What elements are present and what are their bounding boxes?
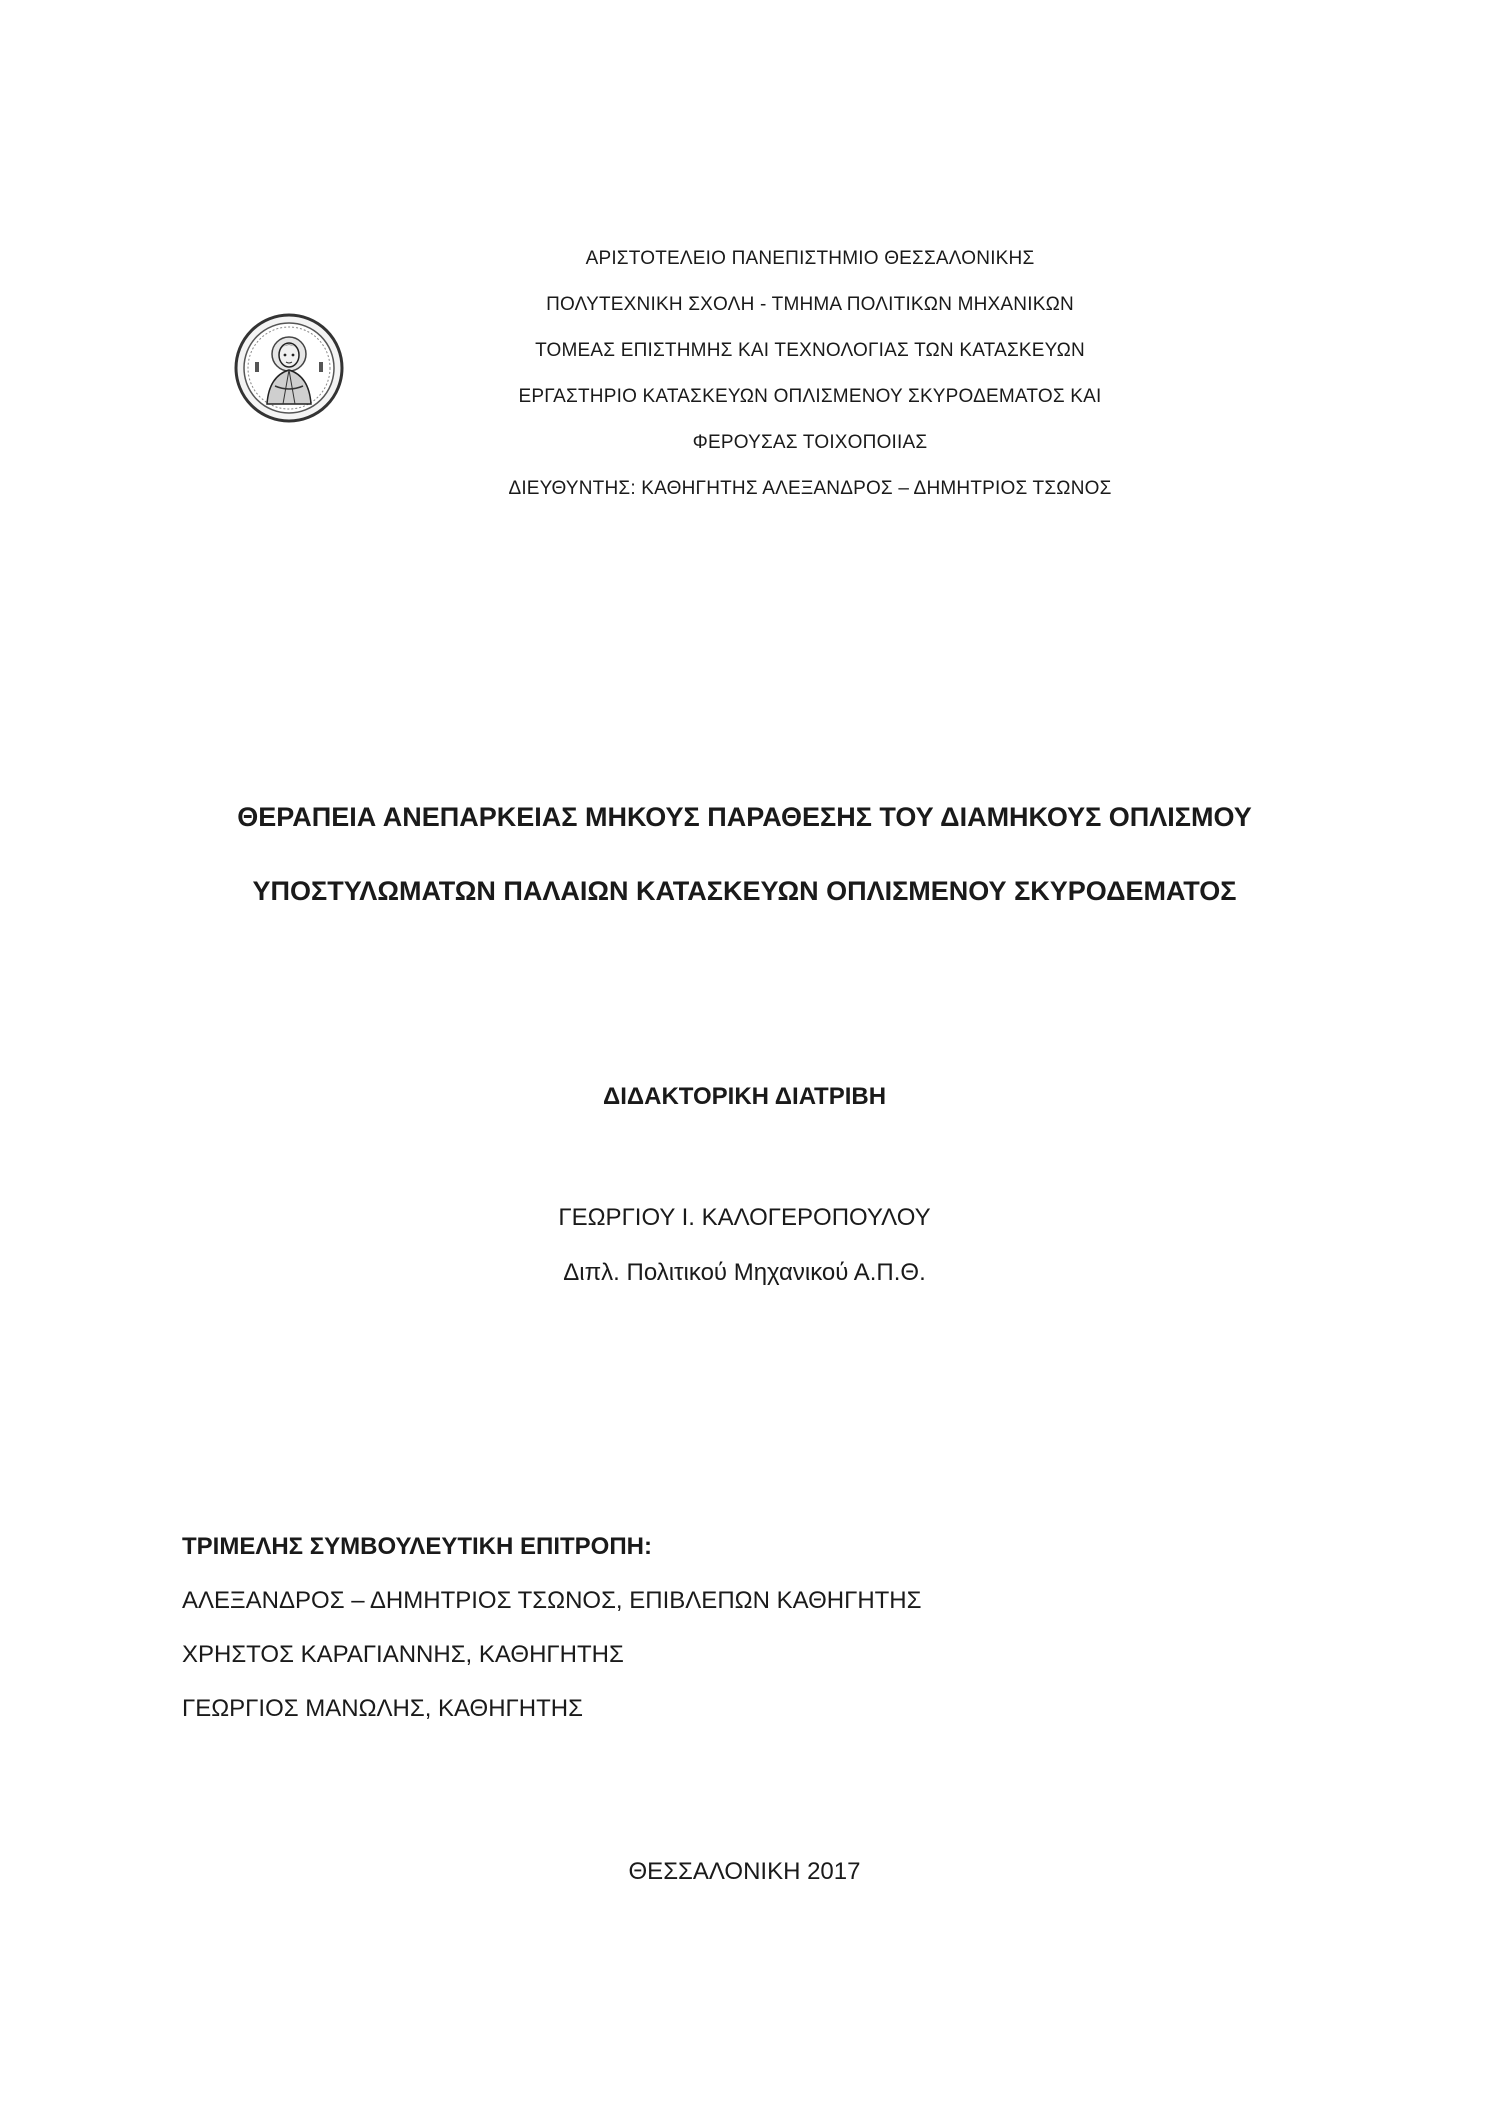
laboratory-name-continued: ΦΕΡΟΥΣΑΣ ΤΟΙΧΟΠΟΙΙΑΣ (692, 432, 928, 453)
thesis-title-line: ΘΕΡΑΠΕΙΑ ΑΝΕΠΑΡΚΕΙΑΣ ΜΗΚΟΥΣ ΠΑΡΑΘΕΣΗΣ ΤΟΥ ΔΙΑΜΗΚΟΥΣ ΟΠΛΙΣΜΟΥ (237, 802, 1252, 832)
author-name: ΓΕΩΡΓΙΟΥ Ι. ΚΑΛΟΓΕΡΟΠΟΥΛΟΥ (558, 1204, 931, 1231)
committee-member: ΑΛΕΞΑΝΔΡΟΣ – ΔΗΜΗΤΡΙΟΣ ΤΣΩΝΟΣ, ΕΠΙΒΛΕΠΩΝ ΚΑΘΗΓΗΤΗΣ (182, 1587, 922, 1614)
committee-member: ΓΕΩΡΓΙΟΣ ΜΑΝΩΛΗΣ, ΚΑΘΗΓΗΤΗΣ (182, 1695, 583, 1722)
author-degree: Διπλ. Πολιτικού Μηχανικού Α.Π.Θ. (563, 1259, 926, 1286)
institution-header (380, 236, 1240, 512)
university-name: ΑΡΙΣΤΟΤΕΛΕΙΟ ΠΑΝΕΠΙΣΤΗΜΙΟ ΘΕΣΣΑΛΟΝΙΚΗΣ (585, 248, 1035, 269)
school-department: ΠΟΛΥΤΕΧΝΙΚΗ ΣΧΟΛΗ - ΤΜΗΜΑ ΠΟΛΙΤΙΚΩΝ ΜΗΧΑΝΙΚΩΝ (546, 294, 1074, 315)
place-and-year: ΘΕΣΣΑΛΟΝΙΚΗ 2017 (628, 1858, 861, 1885)
university-seal-icon (233, 312, 345, 424)
thesis-title-line: ΥΠΟΣΤΥΛΩΜΑΤΩΝ ΠΑΛΑΙΩΝ ΚΑΤΑΣΚΕΥΩΝ ΟΠΛΙΣΜΕΝΟΥ ΣΚΥΡΟΔΕΜΑΤΟΣ (252, 876, 1237, 906)
thesis-title (80, 780, 1409, 928)
advisory-committee (182, 1520, 921, 1736)
division-name: ΤΟΜΕΑΣ ΕΠΙΣΤΗΜΗΣ ΚΑΙ ΤΕΧΝΟΛΟΓΙΑΣ ΤΩΝ ΚΑΤΑΣΚΕΥΩΝ (535, 340, 1085, 361)
thesis-type: ΔΙΔΑΚΤΟΡΙΚΗ ΔΙΑΤΡΙΒΗ (602, 1083, 887, 1110)
author-block (0, 1190, 1489, 1300)
committee-heading: ΤΡΙΜΕΛΗΣ ΣΥΜΒΟΥΛΕΥΤΙΚΗ ΕΠΙΤΡΟΠΗ: (182, 1533, 652, 1560)
laboratory-director: ΔΙΕΥΘΥΝΤΗΣ: ΚΑΘΗΓΗΤΗΣ ΑΛΕΞΑΝΔΡΟΣ – ΔΗΜΗΤΡΙΟΣ ΤΣΩΝΟΣ (508, 478, 1112, 499)
laboratory-name: ΕΡΓΑΣΤΗΡΙΟ ΚΑΤΑΣΚΕΥΩΝ ΟΠΛΙΣΜΕΝΟΥ ΣΚΥΡΟΔΕΜΑΤΟΣ ΚΑΙ (518, 386, 1102, 407)
committee-member: ΧΡΗΣΤΟΣ ΚΑΡΑΓΙΑΝΝΗΣ, ΚΑΘΗΓΗΤΗΣ (182, 1641, 624, 1668)
